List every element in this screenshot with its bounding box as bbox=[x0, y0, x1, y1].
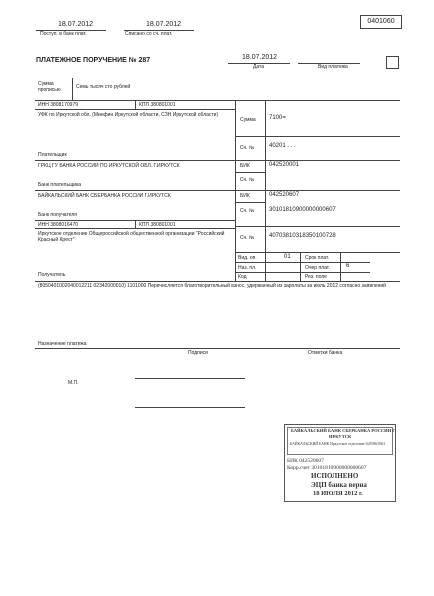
doc-date: 18.07.2012 bbox=[242, 54, 278, 61]
payer-acct-label: Сч. № bbox=[240, 145, 255, 151]
purpose-text: (8050401002040012211 02342000010) 1101000 Перечисляется благотворительный взнос, удержанный из зарплаты за июль 2012 согласно заявлений bbox=[38, 283, 386, 289]
payer-bank-label: Банк плательщика bbox=[38, 182, 82, 188]
grid-line bbox=[235, 272, 370, 273]
stamp-bik: БИК 042520607 bbox=[287, 458, 324, 464]
payee-bank-bik: 042520607 bbox=[269, 192, 300, 198]
form-code: 0401060 bbox=[360, 15, 402, 29]
bank-stamp bbox=[284, 424, 396, 502]
grid-line bbox=[340, 252, 341, 281]
payer-name: УФК по Иркутской обл. (Минфин Иркутской области, СЗН Иркутской области) bbox=[38, 112, 219, 118]
signature-line-2[interactable] bbox=[135, 407, 245, 408]
payer-inn: ИНН 3808170979 bbox=[38, 102, 79, 108]
grid-line bbox=[35, 190, 400, 191]
payee-inn: ИНН 3808016470 bbox=[38, 222, 79, 228]
sum-value: 7100= bbox=[269, 115, 286, 121]
stamp-corr: Корр.счет 30101810900000000607 bbox=[287, 465, 367, 471]
stamp-status: ИСПОЛНЕНО bbox=[311, 472, 359, 480]
term-label: Срок плат. bbox=[305, 255, 330, 261]
debit-label: Списано со сч. плат. bbox=[125, 31, 173, 37]
payment-type-checkbox[interactable] bbox=[386, 56, 399, 69]
grid-line bbox=[235, 252, 400, 253]
page-title: ПЛАТЕЖНОЕ ПОРУЧЕНИЕ № 287 bbox=[36, 57, 151, 64]
payer-bank-bik: 042520001 bbox=[269, 162, 300, 168]
payer-label: Плательщик bbox=[38, 152, 67, 158]
payer-bank-name: ГРКЦ ГУ БАНКА РОССИИ ПО ИРКУТСКОЙ ОБЛ. Г.ИРКУТСК bbox=[38, 163, 180, 169]
bank-marks-label: Отметки банка bbox=[308, 350, 343, 356]
payee-kpp: КПП 380801001 bbox=[139, 222, 176, 228]
signatures-label: Подписи bbox=[188, 350, 208, 356]
grid-line bbox=[235, 172, 265, 173]
grid-line bbox=[35, 281, 400, 282]
purpose-code-label: Наз. пл. bbox=[238, 265, 257, 271]
debit-date: 18.07.2012 bbox=[146, 21, 182, 28]
code-label: Код bbox=[238, 274, 247, 280]
receipt-date: 18.07.2012 bbox=[58, 21, 94, 28]
reserve-label: Рез. поле bbox=[305, 274, 327, 280]
payer-acct: 40201 . . . bbox=[269, 143, 296, 149]
payment-type-label: Вид платежа bbox=[318, 64, 348, 70]
grid-line bbox=[35, 100, 400, 101]
payee-acct-label: Сч. № bbox=[240, 235, 255, 241]
payer-kpp: КПП 380801001 bbox=[139, 102, 176, 108]
payee-bank-corr-label: Сч. № bbox=[240, 208, 255, 214]
payee-bank-name: БАЙКАЛЬСКИЙ БАНК СБЕРБАНКА РОССИИ Г.ИРКУТСК bbox=[38, 193, 171, 199]
purpose-label: Назначение платежа bbox=[38, 341, 87, 347]
payer-bank-acct-label: Сч. № bbox=[240, 177, 255, 183]
payer-bank-bik-label: БИК bbox=[240, 163, 250, 169]
payee-bank-bik-label: БИК bbox=[240, 193, 250, 199]
grid-line bbox=[235, 202, 265, 203]
grid-line bbox=[300, 252, 301, 281]
amount-words-separator bbox=[72, 78, 73, 100]
stamp-sign: ЭЦП банка верна bbox=[311, 481, 367, 489]
queue-value: 6 bbox=[346, 263, 350, 269]
grid-line bbox=[35, 160, 400, 161]
signature-line-1[interactable] bbox=[135, 378, 245, 379]
sum-label: Сумма bbox=[240, 117, 256, 123]
op-type-label: Вид. оп. bbox=[238, 255, 257, 261]
payee-acct: 40703810318350100728 bbox=[269, 233, 336, 239]
stamp-line2: ИРКУТСК bbox=[329, 434, 352, 439]
grid-line bbox=[235, 226, 400, 227]
grid-line bbox=[235, 100, 236, 281]
grid-line bbox=[35, 109, 235, 110]
payee-name: Иркутское отделение Общероссийской общественной организации "Российский Красный Крест" bbox=[38, 231, 225, 243]
grid-line bbox=[235, 136, 400, 137]
queue-label: Очер плат. bbox=[305, 265, 330, 271]
amount-words-value: Семь тысяч сто рублей bbox=[76, 84, 131, 90]
payee-bank-label: Банк получателя bbox=[38, 212, 77, 218]
stamp-line1: БАЙКАЛЬСКИЙ БАНК СБЕРБАНКА РОССИИ Г. bbox=[291, 428, 396, 433]
mp-label: М.П. bbox=[68, 380, 79, 386]
grid-line bbox=[35, 228, 235, 229]
grid-line bbox=[135, 220, 136, 228]
op-type-value: 01 bbox=[284, 254, 291, 260]
receipt-label: Поступ. в банк плат. bbox=[40, 31, 87, 37]
purpose-line bbox=[35, 348, 400, 349]
grid-line bbox=[235, 262, 370, 263]
grid-line bbox=[135, 100, 136, 109]
amount-words-label-1: Сумма bbox=[38, 81, 54, 87]
amount-words-label-2: прописью bbox=[38, 87, 61, 93]
date-label: Дата bbox=[253, 64, 265, 70]
stamp-line3: БАЙКАЛЬСКИЙ БАНК Иркутское отделение №8586/0361 bbox=[290, 442, 386, 446]
stamp-date: 18 ИЮЛЯ 2012 г. bbox=[313, 490, 363, 497]
payee-label: Получатель bbox=[38, 272, 66, 278]
payee-bank-corr: 30101810900000000607 bbox=[269, 207, 336, 213]
grid-line bbox=[265, 100, 266, 281]
